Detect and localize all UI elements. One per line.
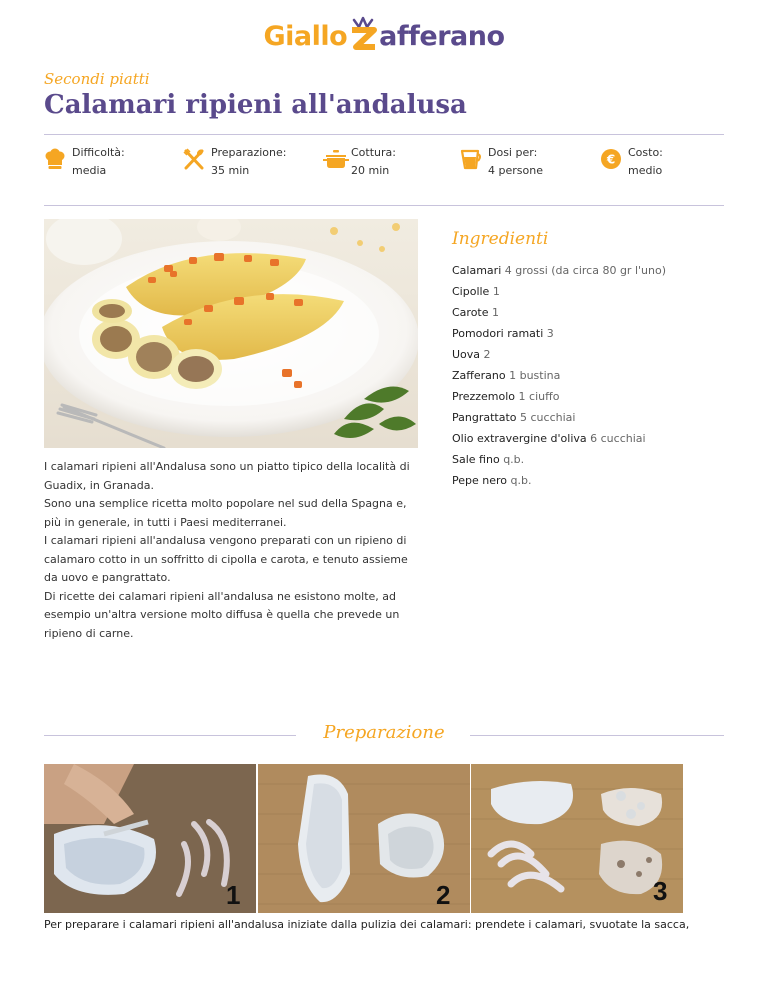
info-label: Preparazione: (211, 146, 287, 159)
preparation-steps (44, 764, 683, 913)
step-number: 1 (226, 880, 241, 910)
preparation-heading: Preparazione (323, 722, 445, 743)
ingredient-quantity: 1 ciuffo (518, 390, 560, 403)
ingredient-item (452, 474, 742, 495)
ingredient-name[interactable]: Pangrattato (452, 411, 517, 424)
info-value: medio (628, 164, 663, 177)
description-paragraph: I calamari ripieni all'Andalusa sono un piatto tipico della località di Guadix, in Granada. (44, 460, 410, 492)
chef-hat-icon (44, 148, 66, 170)
recipe-title: Calamari ripieni all'andalusa (44, 90, 467, 120)
ingredient-name[interactable]: Calamari (452, 264, 502, 277)
ingredient-quantity: 6 cucchiai (590, 432, 646, 445)
info-value: 4 persone (488, 164, 543, 177)
ingredient-name[interactable]: Olio extravergine d'oliva (452, 432, 587, 445)
ingredient-name[interactable]: Zafferano (452, 369, 506, 382)
ingredient-item (452, 453, 742, 474)
ingredient-quantity: 1 bustina (509, 369, 561, 382)
recipe-photo (44, 219, 418, 448)
recipe-info-bar (44, 146, 724, 186)
ingredient-item (452, 432, 742, 453)
info-value: media (72, 164, 107, 177)
ingredient-quantity: 2 (483, 348, 491, 361)
ingredient-name[interactable]: Uova (452, 348, 481, 361)
description-paragraph: Di ricette dei calamari ripieni all'andalusa ne esistono molte, ad esempio un'altra versione molto diffusa è quella che prevede un ripieno di carne. (44, 589, 400, 640)
ingredients-heading: Ingredienti (452, 229, 549, 249)
utensils-icon (183, 148, 205, 170)
ingredient-name[interactable]: Pomodori ramati (452, 327, 544, 340)
ingredient-name[interactable]: Carote (452, 306, 489, 319)
ingredient-name[interactable]: Cipolle (452, 285, 490, 298)
svg-text:€: € (606, 152, 616, 167)
info-label: Costo: (628, 146, 663, 159)
ingredient-item (452, 306, 742, 327)
ingredient-item (452, 369, 742, 390)
ingredient-quantity: 5 cucchiai (520, 411, 576, 424)
ingredient-quantity: 3 (546, 327, 554, 340)
step-photo (471, 764, 683, 913)
info-divider (44, 205, 724, 206)
ingredient-quantity: 1 (492, 306, 500, 319)
logo-z-mark (348, 14, 378, 52)
title-divider (44, 134, 724, 135)
ingredient-item (452, 327, 742, 348)
euro-coin-icon (600, 148, 622, 170)
step-number: 2 (436, 880, 451, 910)
info-label: Difficoltà: (72, 146, 125, 159)
preparation-text: Per preparare i calamari ripieni all'andalusa iniziate dalla pulizia dei calamari: prendete i calamari, svuotate la sacca, (44, 918, 690, 931)
ingredient-item (452, 390, 742, 411)
logo-giallo-text: Giallo (263, 21, 348, 52)
step-photo (258, 764, 470, 913)
ingredient-item (452, 264, 742, 285)
ingredient-item (452, 411, 742, 432)
logo-afferano-text: afferano (379, 21, 505, 52)
ingredient-item (452, 285, 742, 306)
ingredient-quantity: 4 grossi (da circa 80 gr l'uno) (504, 264, 666, 277)
site-logo[interactable] (0, 14, 768, 52)
info-value: 35 min (211, 164, 250, 177)
ingredients-list (452, 264, 742, 495)
ingredient-name[interactable]: Sale fino (452, 453, 500, 466)
pot-icon (323, 148, 349, 170)
step-photo (44, 764, 256, 913)
description-paragraph: Sono una semplice ricetta molto popolare nel sud della Spagna e, più in generale, in tutti i Paesi mediterranei. (44, 497, 407, 529)
step-number: 3 (653, 876, 668, 906)
recipe-category[interactable]: Secondi piatti (44, 70, 150, 88)
preparation-divider-right (470, 735, 724, 736)
ingredient-name[interactable]: Prezzemolo (452, 390, 516, 403)
ingredient-quantity: q.b. (503, 453, 525, 466)
info-value: 20 min (351, 164, 390, 177)
ingredient-item (452, 348, 742, 369)
ingredient-name[interactable]: Pepe nero (452, 474, 508, 487)
info-label: Dosi per: (488, 146, 538, 159)
ingredient-quantity: q.b. (510, 474, 532, 487)
info-label: Cottura: (351, 146, 396, 159)
ingredient-quantity: 1 (492, 285, 500, 298)
description-paragraph: I calamari ripieni all'andalusa vengono preparati con un ripieno di calamaro cotto in un soffritto di cipolla e carota, e tenuto assieme da uovo e pangrattato. (44, 534, 408, 584)
measuring-cup-icon (460, 148, 482, 170)
recipe-description (44, 458, 414, 643)
